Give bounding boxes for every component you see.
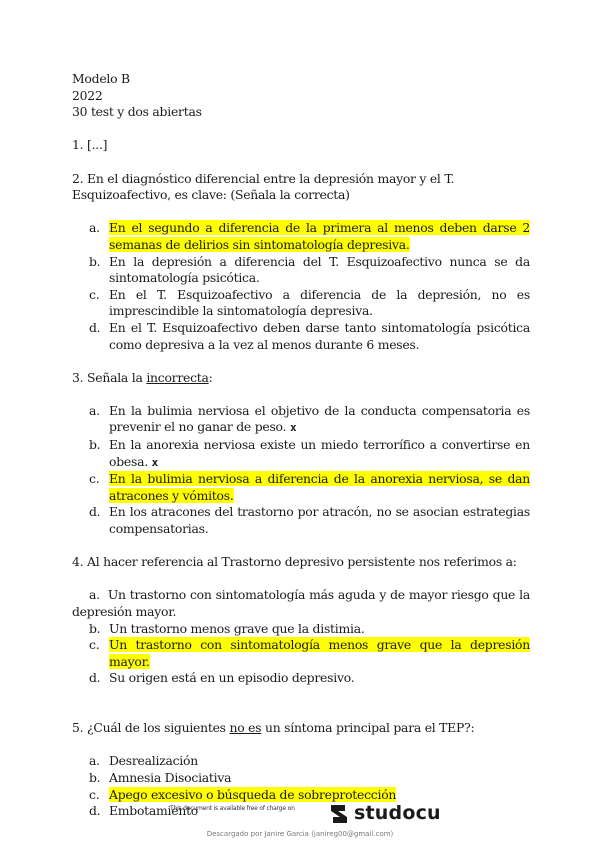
option-marker: b. (89, 769, 101, 785)
option-c (72, 637, 530, 670)
x-mark: x (151, 455, 158, 469)
question-text: ¿Cuál de los siguientes (87, 720, 230, 736)
option-text: En la depresión a diferencia del T. Esquizoafectivo nunca se da sintomatología psicótica. (109, 253, 530, 286)
option-text: Su origen está en un episodio depresivo. (109, 670, 355, 686)
option-marker: b. (89, 437, 101, 453)
option-a (72, 587, 530, 620)
question-number: 4. (72, 554, 84, 570)
option-b (72, 437, 530, 471)
option-marker: c. (89, 786, 100, 802)
option-marker: d. (89, 319, 101, 335)
option-text: Amnesia Disociativa (109, 769, 232, 785)
question-text: Señala la (87, 369, 147, 385)
option-d (72, 320, 530, 353)
availability-note: This document is available free of charge on (170, 805, 295, 812)
option-b (72, 621, 530, 638)
question-number: 2. (72, 170, 84, 186)
question-3-options (72, 403, 530, 538)
option-marker: d. (89, 803, 101, 819)
option-text: Un trastorno menos grave que la distimia. (109, 620, 365, 636)
option-c (72, 787, 530, 804)
question-text: [...] (87, 137, 108, 153)
option-marker: c. (89, 286, 100, 302)
x-mark: x (289, 421, 297, 435)
option-marker: a. (89, 220, 100, 236)
option-text: Desrealización (109, 753, 198, 769)
option-text: En la bulimia nerviosa el objetivo de la conducta compensatoria es prevenir el no ganar de peso. (109, 402, 530, 435)
option-marker: c. (89, 471, 100, 487)
download-attribution: Descargado por Janire Garcia (janireg00@gmail.com) (206, 830, 394, 838)
option-text: Embotamiento (109, 803, 199, 819)
option-marker: d. (89, 670, 101, 686)
option-text: En el segundo a diferencia de la primera al menos deben darse 2 semanas de delirios sin sintomatología depresiva. (109, 220, 530, 252)
studocu-logo-icon[interactable] (328, 803, 350, 825)
question-4-options (72, 587, 530, 687)
question-text-end: : (208, 369, 213, 385)
option-text: Apego excesivo o búsqueda de sobreprotección (109, 786, 397, 802)
option-d (72, 670, 530, 687)
option-c (72, 287, 530, 320)
option-a (72, 220, 530, 253)
option-text: En la anorexia nerviosa existe un miedo terrorífico a convertirse en obesa. (109, 437, 530, 469)
question-5 (72, 720, 530, 737)
option-a (72, 753, 530, 770)
option-text: En la bulimia nerviosa a diferencia de la anorexia nerviosa, se dan atracones y vómitos. (109, 471, 530, 503)
option-marker: a. (89, 587, 100, 603)
question-5-options (72, 753, 530, 819)
option-text: En el T. Esquizoafectivo deben darse tanto sintomatología psicótica como depresiva a la vez al menos durante 6 meses. (109, 319, 530, 352)
question-2-options (72, 220, 530, 353)
question-emphasis: no es (229, 720, 262, 736)
option-text: En el T. Esquizoafectivo a diferencia de la depresión, no es imprescindible la sintomatología depresiva. (109, 286, 530, 319)
option-d (72, 803, 530, 820)
question-4 (72, 554, 530, 571)
year-label: 2022 (72, 87, 103, 103)
model-label: Modelo B (72, 71, 130, 86)
question-text: Al hacer referencia al Trastorno depresivo persistente nos referimos a: (87, 554, 517, 570)
option-a (72, 403, 530, 437)
option-b (72, 770, 530, 787)
option-text: En los atracones del trastorno por atracón, no se asocian estrategias compensatorias. (109, 504, 530, 537)
option-marker: b. (89, 620, 101, 636)
option-text: Un trastorno con sintomatología menos grave que la depresión mayor. (109, 637, 530, 669)
exam-description: 30 test y dos abiertas (72, 104, 202, 120)
option-marker: a. (89, 402, 100, 418)
option-marker: d. (89, 504, 101, 520)
question-1 (72, 137, 530, 154)
option-marker: a. (89, 753, 100, 769)
question-text: En el diagnóstico diferencial entre la depresión mayor y el T. Esquizoafectivo, es clave: (Señala la correcta) (72, 170, 455, 203)
question-text-end: un síntoma principal para el TEP?: (261, 720, 475, 736)
question-number: 1. (72, 137, 84, 153)
question-3 (72, 370, 530, 387)
option-text: Un trastorno con sintomatología más aguda y de mayor riesgo que la depresión mayor. (72, 587, 530, 619)
option-marker: c. (89, 637, 100, 653)
option-c (72, 471, 530, 504)
question-number: 3. (72, 369, 84, 385)
question-number: 5. (72, 720, 84, 736)
document-body (72, 71, 530, 820)
question-emphasis: incorrecta (146, 369, 209, 385)
option-b (72, 254, 530, 287)
question-2 (72, 171, 530, 204)
option-d (72, 504, 530, 537)
option-marker: b. (89, 253, 101, 269)
studocu-brand[interactable]: studocu (354, 802, 441, 824)
